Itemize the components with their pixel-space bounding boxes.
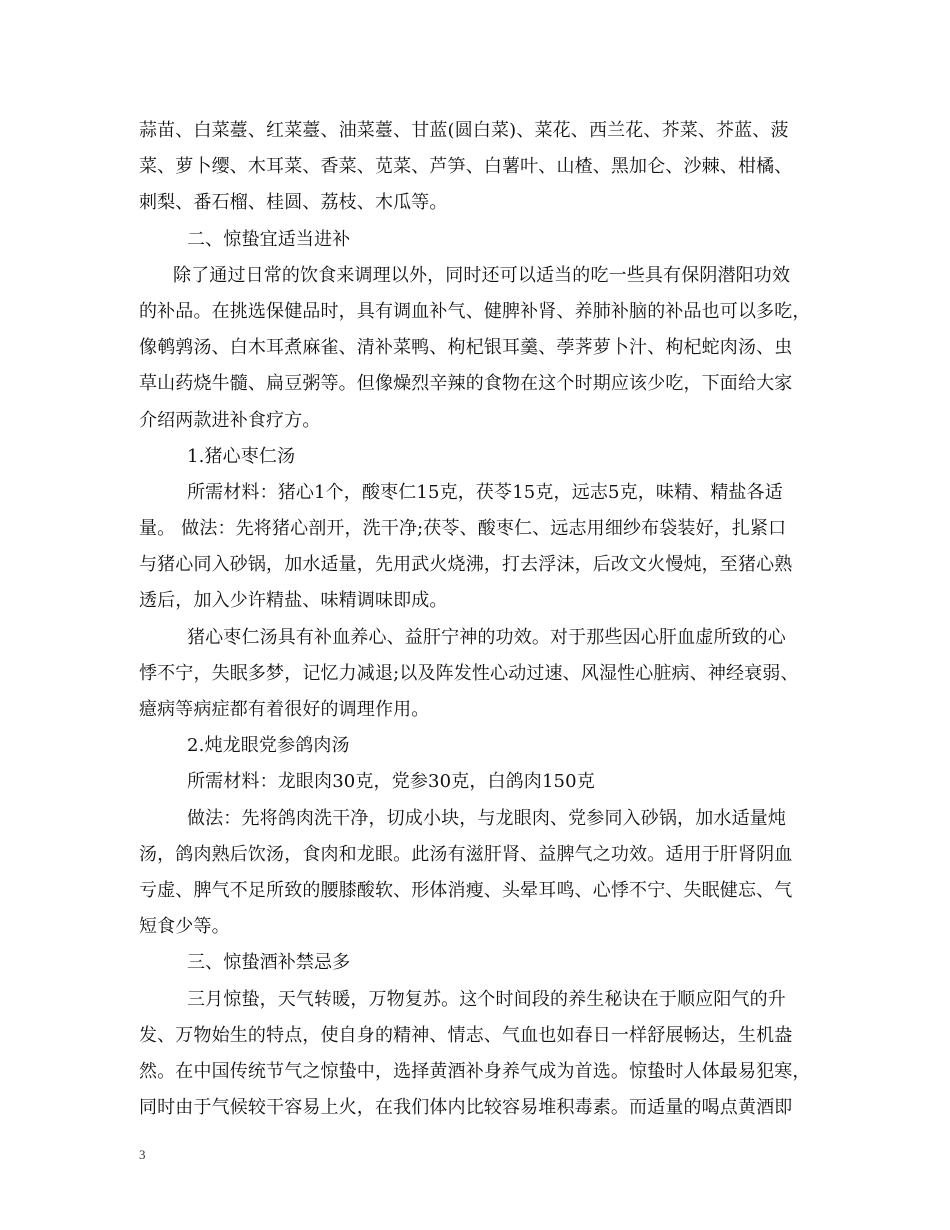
paragraph-start: 三月惊蛰，天气转暖，万物复苏。这个时间段的养生秘诀在于顺应阳气的升 [187,988,786,1010]
text-line: 亏虚、脾气不足所致的腰膝酸软、形体消瘦、头晕耳鸣、心悸不宁、失眠健忘、气 [139,879,793,901]
text-line: 介绍两款进补食疗方。 [139,409,321,431]
text-line: 悸不宁，失眠多梦，记忆力减退;以及阵发性心动过速、风湿性心脏病、神经衰弱、 [139,662,799,684]
recipe-heading: 2.炖龙眼党参鸽肉汤 [187,735,350,757]
paragraph-start: 所需材料：猪心1个，酸枣仁15克，茯苓15克，远志5克，味精、精盐各适 [187,481,783,503]
text-line: 蒜苗、白菜薹、红菜薹、油菜薹、甘蓝(圆白菜)、菜花、西兰花、芥菜、芥蓝、菠 [139,120,789,141]
section-heading: 三、惊蛰酒补禁忌多 [187,952,351,974]
document-body [139,113,829,1126]
text-line: 然。在中国传统节气之惊蛰中，选择黄酒补身养气成为首选。惊蛰时人体最易犯寒， [139,1060,811,1082]
paragraph-start: 除了通过日常的饮食来调理以外，同时还可以适当的吃一些具有保阴潜阳功效 [173,264,791,286]
text-line: 像鹌鹑汤、白木耳煮麻雀、清补菜鸭、枸杞银耳羹、荸荠萝卜汁、枸杞蛇肉汤、虫 [139,337,793,359]
section-heading: 二、惊蛰宜适当进补 [187,228,351,250]
text-line: 癔病等病症都有着很好的调理作用。 [139,699,430,720]
text-line: 草山药烧牛髓、扁豆粥等。但像燥烈辛辣的食物在这个时期应该少吃，下面给大家 [139,373,793,395]
text-line: 同时由于气候较干容易上火，在我们体内比较容易堆积毒素。而适量的喝点黄酒即 [139,1097,793,1119]
text-line: 汤，鸽肉熟后饮汤，食肉和龙眼。此汤有滋肝肾、益脾气之功效。适用于肝肾阴血 [139,843,793,865]
text-line: 量。 做法：先将猪心剖开，洗干净;茯苓、酸枣仁、远志用细纱布袋装好，扎紧口 [139,518,787,540]
text-line: 发、万物始生的特点，使自身的精神、情志、气血也如春日一样舒展畅达，生机盎 [139,1024,793,1046]
text-line: 透后，加入少许精盐、味精调味即成。 [139,590,448,612]
text-line: 的补品。在挑选保健品时，具有调血补气、健脾补肾、养肺补脑的补品也可以多吃， [139,300,811,322]
paragraph-start: 猪心枣仁汤具有补血养心、益肝宁神的功效。对于那些因心肝血虚所致的心 [187,626,786,648]
text-line: 与猪心同入砂锅，加水适量，先用武火烧沸，打去浮沫，后改文火慢炖，至猪心熟 [139,554,793,576]
paragraph-start: 所需材料：龙眼肉30克，党参30克，白鸽肉150克 [187,771,595,793]
recipe-heading: 1.猪心枣仁汤 [187,445,296,467]
text-line: 短食少等。 [139,916,230,938]
paragraph-start: 做法：先将鸽肉洗干净，切成小块，与龙眼肉、党参同入砂锅，加水适量炖 [187,807,786,829]
text-line: 菜、萝卜缨、木耳菜、香菜、苋菜、芦笋、白薯叶、山楂、黑加仑、沙棘、柑橘、 [139,156,793,178]
page-number: 3 [139,1147,146,1162]
text-line: 刺梨、番石榴、桂圆、荔枝、木瓜等。 [139,192,448,214]
